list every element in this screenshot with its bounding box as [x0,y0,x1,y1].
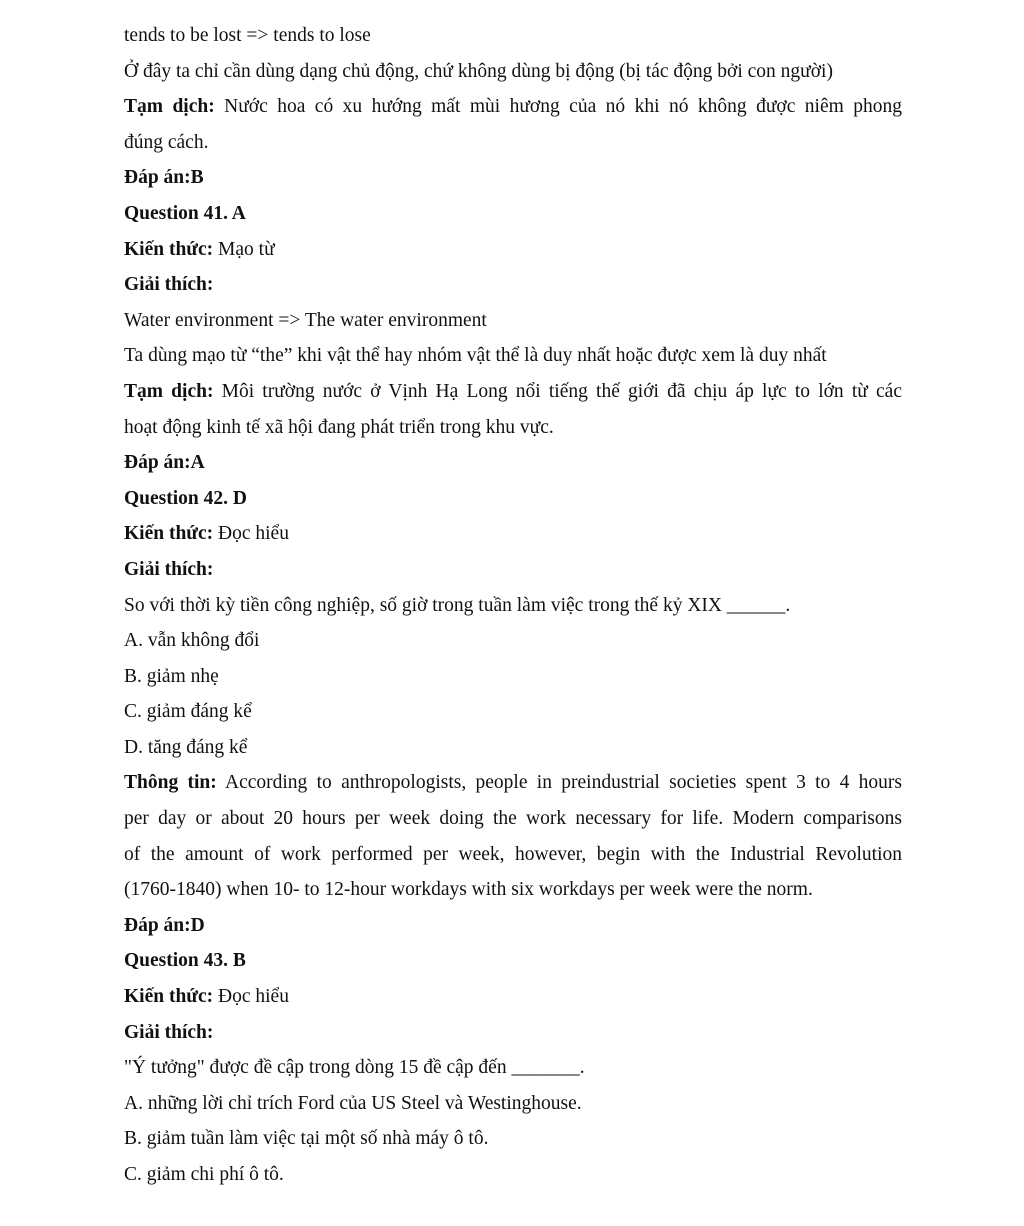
line-label: Đáp án:B [124,167,204,189]
answer-line [124,445,902,481]
text-line [124,374,902,410]
text-line [124,338,902,374]
text-line [124,837,902,873]
text-line [124,267,902,303]
answer-line [124,908,902,944]
line-label: Giải thích: [124,558,214,580]
text-line [124,54,902,90]
line-text: B. giảm nhẹ [124,665,219,687]
line-text: D. tăng đáng kể [124,736,248,758]
line-text: of the amount of work performed per week, however, begin with the Industrial Revolution [124,843,902,865]
line-text: A. vẫn không đổi [124,630,260,652]
line-label: Giải thích: [124,274,214,296]
line-label: Question 41. A [124,202,246,224]
text-line [124,552,902,588]
text-line [124,18,902,54]
question-heading [124,196,902,232]
text-line [124,588,902,624]
question-heading [124,943,902,979]
text-line [124,979,902,1015]
line-text: Đọc hiểu [213,986,289,1008]
text-line [124,303,902,339]
text-line [124,232,902,268]
question-heading [124,481,902,517]
line-text: hoạt động kinh tế xã hội đang phát triển trong khu vực. [124,416,554,438]
text-line [124,89,902,125]
line-label: Tạm dịch: [124,96,215,118]
text-line [124,801,902,837]
line-text: C. giảm chi phí ô tô. [124,1164,284,1185]
line-text: C. giảm đáng kể [124,701,252,723]
line-label: Giải thích: [124,1021,214,1043]
line-label: Đáp án:A [124,452,205,474]
text-line [124,1050,902,1086]
line-label: Question 43. B [124,950,246,972]
line-text: Nước hoa có xu hướng mất mùi hương của nó khi nó không được niêm phong [214,96,902,118]
option-line [124,1121,902,1157]
line-text: B. giảm tuần làm việc tại một số nhà máy ô tô. [124,1128,489,1150]
line-label: Kiến thức: [124,986,214,1008]
line-text: A. những lời chỉ trích Ford của US Steel và Westinghouse. [124,1092,582,1114]
line-text: (1760-1840) when 10- to 12-hour workdays with six workdays per week were the norm. [124,879,813,901]
line-label: Kiến thức: [124,523,214,545]
line-label: Thông tin: [124,772,217,794]
line-text: đúng cách. [124,131,209,153]
line-label: Question 42. D [124,487,247,509]
line-label: Đáp án:D [124,914,205,936]
line-text: Ta dùng mạo từ “the” khi vật thể hay nhóm vật thể là duy nhất hoặc được xem là duy nhất [124,345,827,367]
line-text: per day or about 20 hours per week doing the work necessary for life. Modern comparisons [124,808,902,830]
answer-line [124,160,902,196]
option-line [124,659,902,695]
line-label: Tạm dịch: [124,380,214,402]
text-line [124,516,902,552]
option-line [124,623,902,659]
option-line [124,1157,902,1193]
line-text: Ở đây ta chỉ cần dùng dạng chủ động, chứ không dùng bị động (bị tác động bởi con người) [124,60,833,82]
text-line [124,410,902,446]
line-text: Đọc hiểu [213,523,289,545]
option-line [124,694,902,730]
option-line [124,730,902,766]
line-text: Môi trường nước ở Vịnh Hạ Long nổi tiếng thế giới đã chịu áp lực to lớn từ các [213,380,902,402]
document-page [124,18,902,1193]
option-line [124,1086,902,1122]
line-text: "Ý tưởng" được đề cập trong dòng 15 đề cập đến _______. [124,1057,585,1079]
text-line [124,765,902,801]
line-text: Water environment => The water environment [124,309,487,331]
line-label: Kiến thức: [124,238,214,260]
line-text: tends to be lost => tends to lose [124,25,371,46]
line-text: Mạo từ [213,238,275,260]
text-line [124,872,902,908]
line-text: So với thời kỳ tiền công nghiệp, số giờ trong tuần làm việc trong thế kỷ XIX ______. [124,594,791,616]
line-text: According to anthropologists, people in preindustrial societies spent 3 to 4 hours [216,772,902,794]
text-line [124,125,902,161]
text-line [124,1015,902,1051]
